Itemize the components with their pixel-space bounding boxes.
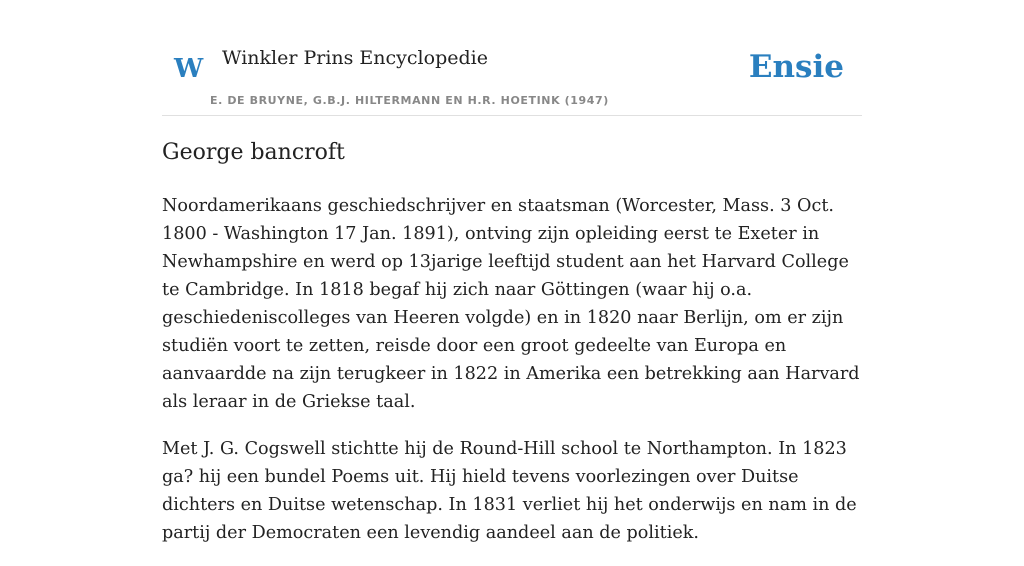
article-paragraph: Met J. G. Cogswell stichtte hij de Round-Hill school te Northampton. In 1823 ga? hij een bundel Poems uit. Hij hield tevens voorlezingen over Duitse dichters en Duitse wetenschap. In 1831 verliet hij het onderwijs en nam in de partij der Democraten een levendig aandeel aan de politiek.: [162, 439, 857, 543]
ensie-brand-logo[interactable]: Ensie: [748, 49, 844, 85]
publication-authors: E. DE BRUYNE, G.B.J. HILTERMANN EN H.R. HOETINK (1947): [210, 94, 609, 107]
article-body: [162, 192, 864, 566]
winkler-prins-logo[interactable]: W: [174, 54, 204, 84]
publication-title[interactable]: Winkler Prins Encyclopedie: [222, 47, 488, 69]
article-title: George bancroft: [162, 140, 345, 165]
article-paragraph: Noordamerikaans geschiedschrijver en staatsman (Worcester, Mass. 3 Oct. 1800 - Washington 17 Jan. 1891), ontving zijn opleiding eerst te Exeter in Newhampshire en werd op 13jarige leeftijd student aan het Harvard College te Cambridge. In 1818 begaf hij zich naar Göttingen (waar hij o.a. geschiedeniscolleges van Heeren volgde) en in 1820 naar Berlijn, om er zijn studiën voort te zetten, reisde door een groot gedeelte van Europa en aanvaardde na zijn terugkeer in 1822 in Amerika een betrekking aan Harvard als leraar in de Griekse taal.: [162, 196, 860, 412]
site-header: [162, 40, 862, 116]
